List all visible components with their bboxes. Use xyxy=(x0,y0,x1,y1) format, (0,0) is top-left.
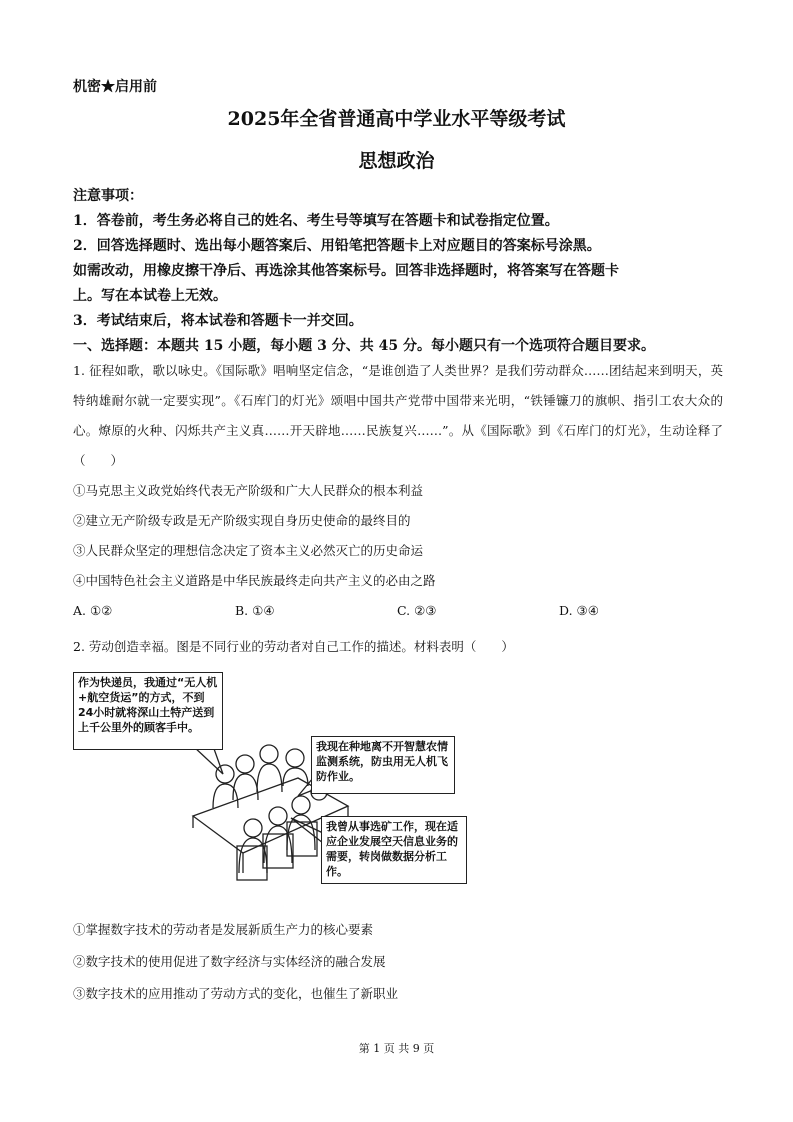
secret-label: 机密★启用前 xyxy=(73,79,157,95)
question-1-stem: 1. 征程如歌，歌以咏史。《国际歌》唱响坚定信念，“是谁创造了人类世界？是我们劳动群众……团结起来到明天，英特纳雄耐尔就一定要实现”。《石库门的灯光》颂唱中国共产党带中国带来光明，“铁锤镰刀的旗帜、指引工农大众的心。燎原的火种、闪烁共产主义真……开天辟地……民族复兴……”。从《国际歌》到《石库门的灯光》，生动诠释了（ ） xyxy=(73,363,723,468)
courier-speech-bubble: 作为快递员，我通过“无人机+航空货运”的方式，不到24小时就将深山土特产送到上千公里外的顾客手中。 xyxy=(73,672,223,750)
analyst-speech-bubble: 我曾从事选矿工作，现在适应企业发展空天信息业务的需要，转岗做数据分析工作。 xyxy=(321,816,467,884)
section-heading: 一、选择题：本题共 15 小题，每小题 3 分、共 45 分。每小题只有一个选项符合题目要求。 xyxy=(73,338,655,354)
question-2-option: ③数字技术的应用推动了劳动方式的变化，也催生了新职业 xyxy=(73,986,399,1001)
question-1-option: ②建立无产阶级专政是无产阶级实现自身历史使命的最终目的 xyxy=(73,513,411,528)
instructions-heading: 注意事项： xyxy=(73,188,143,204)
subject-title: 思想政治 xyxy=(358,150,435,172)
choice-c: C. ②③ xyxy=(397,603,437,618)
question-1-option: ③人民群众坚定的理想信念决定了资本主义必然灭亡的历史命运 xyxy=(73,543,424,558)
question-1-option: ④中国特色社会主义道路是中华民族最终走向共产主义的必由之路 xyxy=(73,573,436,588)
farmer-speech-bubble: 我现在种地离不开智慧农情监测系统，防虫用无人机飞防作业。 xyxy=(311,736,455,794)
instruction-line: 3．考试结束后，将本试卷和答题卡一并交回。 xyxy=(73,313,363,329)
question-2-stem: 2. 劳动创造幸福。图是不同行业的劳动者对自己工作的描述。材料表明（ ） xyxy=(73,639,514,654)
workers-figure xyxy=(73,668,473,888)
choice-b: B. ①④ xyxy=(235,603,275,618)
exam-title: 2025年全省普通高中学业水平等级考试 xyxy=(227,108,566,130)
instruction-line: 1．答卷前，考生务必将自己的姓名、考生号等填写在答题卡和试卷指定位置。 xyxy=(73,213,559,229)
question-1-choices xyxy=(73,596,723,626)
question-1-option: ①马克思主义政党始终代表无产阶级和广大人民群众的根本利益 xyxy=(73,483,424,498)
instruction-line: 2．回答选择题时、选出每小题答案后、用铅笔把答题卡上对应题目的答案标号涂黑。 xyxy=(73,238,601,254)
instructions xyxy=(73,184,723,359)
question-2-options xyxy=(73,914,723,1010)
instruction-line: 如需改动，用橡皮擦干净后、再选涂其他答案标号。回答非选择题时，将答案写在答题卡 xyxy=(73,263,619,279)
instruction-line: 上。写在本试卷上无效。 xyxy=(73,288,227,304)
choice-d: D. ③④ xyxy=(559,603,599,618)
question-2-option: ②数字技术的使用促进了数字经济与实体经济的融合发展 xyxy=(73,954,386,969)
page-number: 第 1 页 共 9 页 xyxy=(358,1042,435,1055)
question-2-option: ①掌握数字技术的劳动者是发展新质生产力的核心要素 xyxy=(73,922,374,937)
choice-a: A. ①② xyxy=(73,603,113,618)
question-1 xyxy=(73,356,723,626)
